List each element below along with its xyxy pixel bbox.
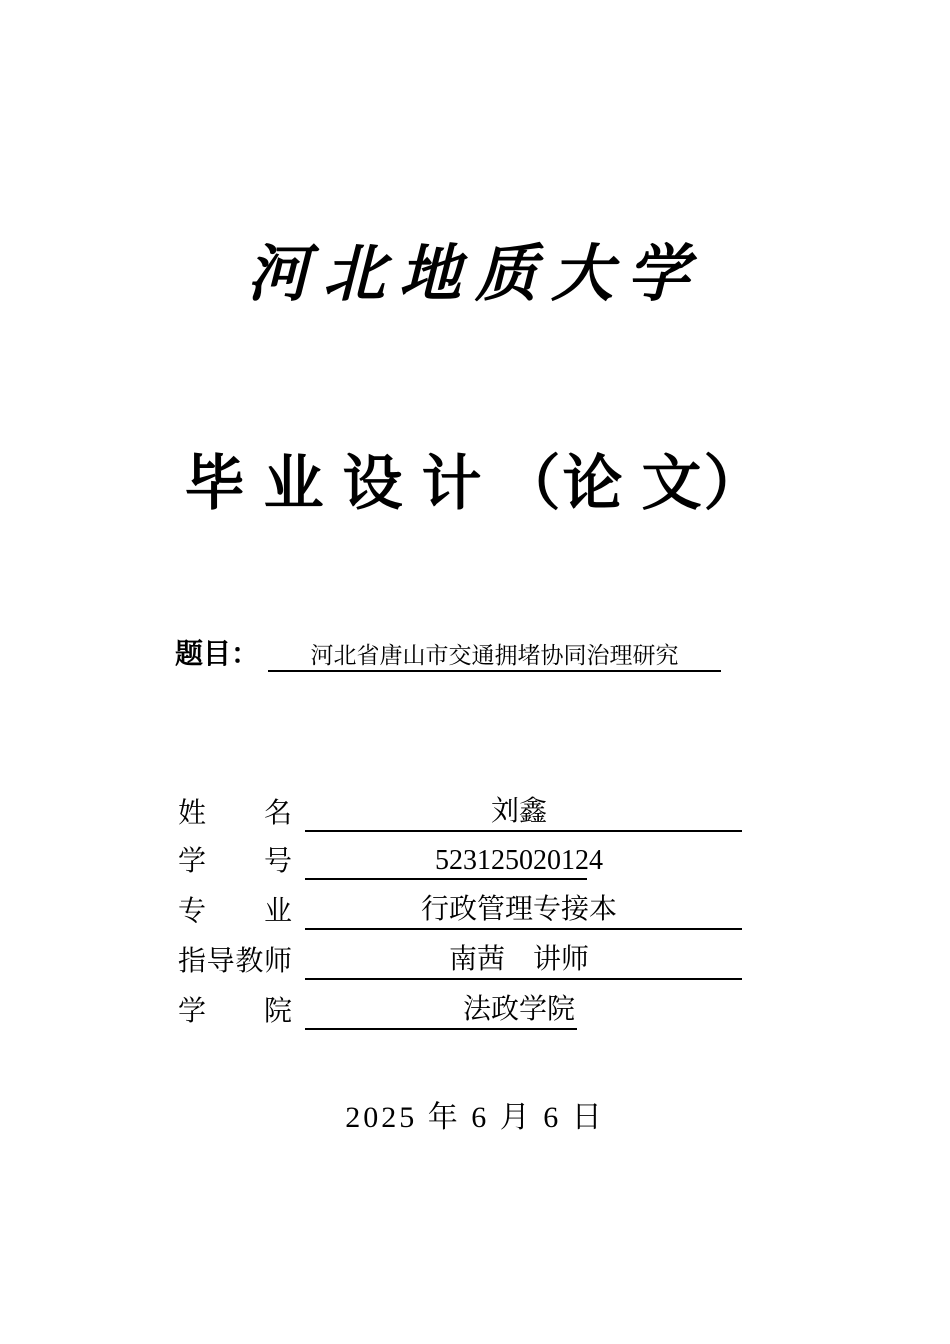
advisor-value: 南茜 讲师 bbox=[448, 944, 589, 975]
major-label: 专业 bbox=[178, 896, 292, 927]
document-title: 毕 业 设 计 （论 文） bbox=[184, 451, 766, 517]
major-value: 行政管理专接本 bbox=[420, 894, 617, 925]
form-row-college bbox=[178, 994, 778, 1030]
name-label: 姓名 bbox=[178, 798, 292, 829]
student-id-value: 523125020124 bbox=[435, 845, 603, 876]
student-id-label: 学号 bbox=[178, 846, 292, 877]
college-value: 法政学院 bbox=[462, 994, 575, 1025]
form-row-name bbox=[178, 796, 778, 832]
form-row-student-id bbox=[178, 844, 778, 880]
topic-label: 题目： bbox=[175, 639, 260, 670]
completion-date: 2025 年 6 月 6 日 bbox=[345, 1101, 605, 1134]
topic-value: 河北省唐山市交通拥堵协同治理研究 bbox=[310, 643, 679, 668]
advisor-underline bbox=[305, 978, 742, 980]
college-label: 学院 bbox=[178, 996, 292, 1027]
topic-underline bbox=[268, 670, 721, 672]
advisor-label: 指导教师 bbox=[178, 946, 292, 977]
name-underline bbox=[305, 830, 742, 832]
major-underline bbox=[305, 928, 742, 930]
form-row-advisor bbox=[178, 944, 778, 980]
university-calligraphy-logo: 河北地质大学 bbox=[246, 241, 703, 309]
college-underline bbox=[305, 1028, 577, 1030]
name-value: 刘鑫 bbox=[490, 796, 547, 827]
topic-row bbox=[175, 636, 775, 674]
form-row-major bbox=[178, 894, 778, 930]
student-id-underline bbox=[305, 878, 587, 880]
